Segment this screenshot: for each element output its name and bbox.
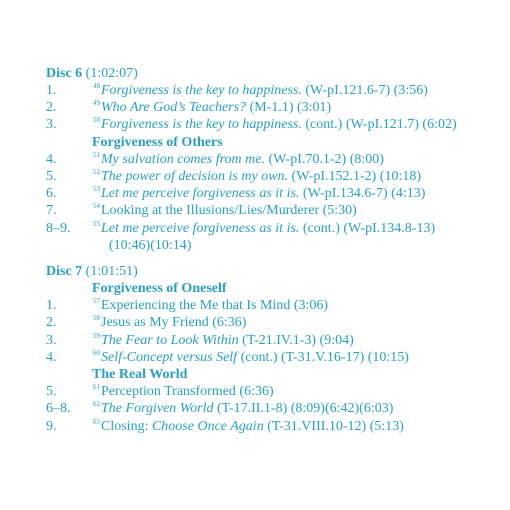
track-row-continuation	[46, 237, 496, 254]
track-row	[46, 99, 496, 116]
track-number: 5.	[46, 168, 57, 184]
track-title: The Fear to Look Within	[101, 332, 239, 348]
track-title: Let me perceive forgiveness as it is.	[101, 220, 300, 236]
track-title: Forgiveness is the key to happiness.	[101, 117, 302, 133]
disc-6-block	[46, 65, 496, 254]
footnote-number: 53	[93, 185, 100, 194]
track-number: 1.	[46, 83, 57, 98]
track-reference: (cont.) (T-31.V.16-17) (10:15)	[237, 349, 409, 365]
track-title: Forgiveness is the key to happiness.	[101, 83, 302, 98]
track-title: Jesus as My Friend (6:36)	[101, 315, 247, 331]
disc-7-header	[46, 263, 496, 280]
disc-7-block	[46, 263, 496, 435]
track-number: 6–8.	[46, 401, 71, 417]
track-title: Experiencing the Me that Is Mind (3:06)	[101, 298, 329, 314]
track-title: Perception Transformed (6:36)	[101, 384, 274, 400]
track-number: 6.	[46, 186, 57, 202]
footnote-number: 55	[93, 219, 100, 228]
track-row	[46, 418, 496, 435]
section-heading	[46, 366, 496, 383]
track-prefix: Closing:	[101, 418, 152, 434]
footnote-number: 58	[93, 314, 100, 323]
footnote-number: 60	[93, 348, 100, 357]
footnote-number: 54	[93, 202, 100, 211]
track-title: Looking at the Illusions/Lies/Murderer (5:30)	[101, 203, 357, 219]
track-reference: (T-17.II.1-8) (8:09)(6:42)(6:03)	[213, 401, 394, 417]
section-title: Forgiveness of Others	[92, 134, 223, 150]
track-reference: (M-1.1) (3:01)	[246, 100, 332, 116]
track-row	[46, 297, 496, 314]
track-row	[46, 383, 496, 400]
track-title: Self-Concept versus Self	[101, 349, 238, 365]
disc-6-header	[46, 65, 496, 82]
disc-title: Disc 7	[46, 264, 83, 279]
track-number: 7.	[46, 203, 57, 219]
track-reference: (T-21.IV.1-3) (9:04)	[238, 332, 354, 348]
track-number: 3.	[46, 332, 57, 348]
track-title: Let me perceive forgiveness as it is.	[101, 186, 300, 202]
track-reference: (cont.) (W-pI.121.7) (6:02)	[301, 117, 457, 133]
disc-duration: (1:01:51)	[85, 264, 138, 279]
footnote-number: 49	[93, 99, 100, 108]
track-row	[46, 349, 496, 366]
section-heading	[46, 280, 496, 297]
section-title: Forgiveness of Oneself	[92, 281, 227, 296]
track-row	[46, 400, 496, 417]
section-heading	[46, 134, 496, 151]
track-row	[46, 220, 496, 237]
track-title: Who Are God’s Teachers?	[101, 100, 247, 116]
track-row	[46, 82, 496, 99]
track-title: The power of decision is my own.	[101, 168, 289, 184]
track-title: Choose Once Again	[151, 418, 264, 434]
footnote-number: 59	[93, 331, 100, 340]
track-title: The Forgiven World	[101, 401, 214, 417]
footnote-number: 62	[93, 400, 100, 409]
track-number: 5.	[46, 384, 57, 400]
track-durations: (10:46)(10:14)	[109, 237, 192, 253]
track-number: 2.	[46, 315, 57, 331]
track-number: 2.	[46, 100, 57, 116]
track-title: My salvation comes from me.	[101, 151, 265, 167]
track-reference: (T-31.VIII.10-12) (5:13)	[263, 418, 404, 434]
track-number: 4.	[46, 349, 57, 365]
track-row	[46, 314, 496, 331]
footnote-number: 61	[93, 383, 100, 392]
disc-duration: (1:02:07)	[85, 66, 138, 81]
section-title: The Real World	[92, 366, 188, 382]
track-reference: (cont.) (W-pI.134.8-13)	[299, 220, 436, 236]
track-row	[46, 168, 496, 185]
track-row	[46, 202, 496, 219]
footnote-number: 50	[93, 116, 100, 125]
footnote-number: 48	[93, 82, 100, 90]
track-row	[46, 332, 496, 349]
footnote-number: 52	[93, 167, 100, 176]
track-number: 9.	[46, 418, 57, 434]
disc-title: Disc 6	[46, 66, 83, 81]
track-reference: (W-pI.121.6-7) (3:56)	[301, 83, 428, 98]
footnote-number: 57	[93, 297, 100, 306]
track-number: 4.	[46, 151, 57, 167]
track-row	[46, 185, 496, 202]
track-number: 1.	[46, 298, 57, 314]
track-reference: (W-pI.152.1-2) (10:18)	[288, 168, 422, 184]
track-row	[46, 151, 496, 168]
footnote-number: 63	[93, 417, 100, 426]
track-row	[46, 116, 496, 133]
footnote-number: 51	[93, 150, 100, 159]
track-reference: (W-pI.70.1-2) (8:00)	[264, 151, 384, 167]
track-number: 3.	[46, 117, 57, 133]
track-number: 8–9.	[46, 220, 71, 236]
track-reference: (W-pI.134.6-7) (4:13)	[299, 186, 426, 202]
